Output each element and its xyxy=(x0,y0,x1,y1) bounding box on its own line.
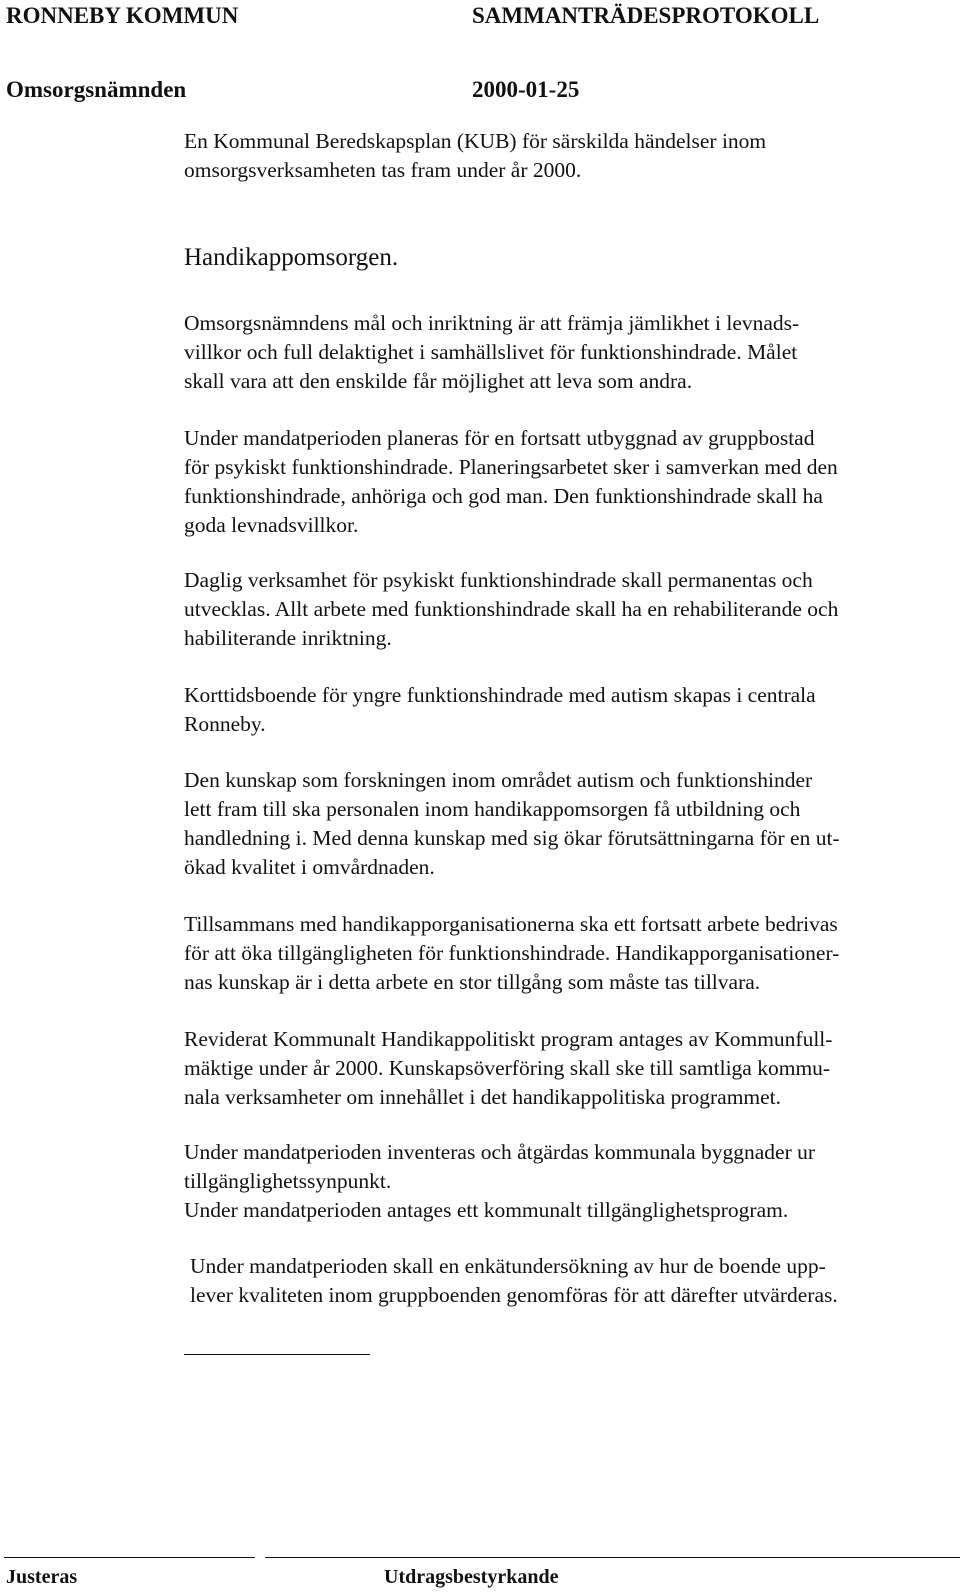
text-line: Reviderat Kommunalt Handikappolitiskt program antages av Kommunfull- xyxy=(184,1027,833,1051)
text-line: för att öka tillgängligheten för funktionshindrade. Handikapporganisationer- xyxy=(184,941,840,965)
text-line: habiliterande inriktning. xyxy=(184,626,392,650)
paragraph-program xyxy=(184,1025,832,1112)
text-line: Tillsammans med handikapporganisationerna ska ett fortsatt arbete bedrivas xyxy=(184,912,838,936)
municipality-name: RONNEBY KOMMUN xyxy=(6,3,239,28)
paragraph-goals xyxy=(184,309,799,396)
meeting-date: 2000-01-25 xyxy=(472,77,580,102)
text-line: nala verksamheter om innehållet i det handikappolitiska programmet. xyxy=(184,1085,782,1109)
text-line: Korttidsboende för yngre funktionshindrade med autism skapas i centrala xyxy=(184,683,816,707)
board-name: Omsorgsnämnden xyxy=(6,77,187,102)
section-heading: Handikappomsorgen. xyxy=(184,244,399,271)
text-line: lever kvaliteten inom gruppboenden genomföras för att därefter utvärderas. xyxy=(190,1283,838,1307)
paragraph-short-term-housing xyxy=(184,681,816,739)
text-line: tillgänglighetssynpunkt. xyxy=(184,1169,392,1193)
text-line: Den kunskap som forskningen inom området autism och funktionshinder xyxy=(184,768,813,792)
signature-line xyxy=(184,1354,370,1355)
text-line: Daglig verksamhet för psykiskt funktionshindrade skall permanentas och xyxy=(184,568,813,592)
footer-utdragsbestyrkande: Utdragsbestyrkande xyxy=(384,1566,559,1588)
text-line: Ronneby. xyxy=(184,712,266,736)
text-line: mäktige under år 2000. Kunskapsöverföring skall ske till samtliga kommu- xyxy=(184,1056,831,1080)
text-line: funktionshindrade, anhöriga och god man. Den funktionshindrade skall ha xyxy=(184,484,823,508)
document-type: SAMMANTRÄDESPROTOKOLL xyxy=(472,3,820,28)
text-line: villkor och full delaktighet i samhällslivet för funktionshindrade. Målet xyxy=(184,340,798,364)
text-line: En Kommunal Beredskapsplan (KUB) för särskilda händelser inom xyxy=(184,129,767,153)
text-line: utvecklas. Allt arbete med funktionshindrade skall ha en rehabiliterande och xyxy=(184,597,839,621)
paragraph-daily-activity xyxy=(184,566,838,653)
text-line: Under mandatperioden inventeras och åtgärdas kommunala byggnader ur xyxy=(184,1140,816,1164)
text-line: Under mandatperioden planeras för en fortsatt utbyggnad av gruppbostad xyxy=(184,426,815,450)
text-line: Under mandatperioden antages ett kommunalt tillgänglighetsprogram. xyxy=(184,1198,789,1222)
paragraph-accessibility xyxy=(184,1138,815,1225)
footer-rule-left xyxy=(4,1557,255,1558)
text-line: omsorgsverksamheten tas fram under år 2000. xyxy=(184,158,582,182)
paragraph-knowledge xyxy=(184,766,840,882)
paragraph-intro xyxy=(184,127,766,185)
paragraph-organisations xyxy=(184,910,839,997)
text-line: goda levnadsvillkor. xyxy=(184,513,359,537)
paragraph-group-housing xyxy=(184,424,838,540)
text-line: handledning i. Med denna kunskap med sig ökar förutsättningarna för en ut- xyxy=(184,826,840,850)
text-line: Omsorgsnämndens mål och inriktning är att främja jämlikhet i levnads- xyxy=(184,311,800,335)
text-line: nas kunskap är i detta arbete en stor tillgång som måste tas tillvara. xyxy=(184,970,761,994)
text-line: ökad kvalitet i omvårdnaden. xyxy=(184,855,435,879)
text-line: lett fram till ska personalen inom handikappomsorgen få utbildning och xyxy=(184,797,801,821)
text-line: skall vara att den enskilde får möjlighet att leva som andra. xyxy=(184,369,693,393)
text-line: Under mandatperioden skall en enkätundersökning av hur de boende upp- xyxy=(190,1254,826,1278)
footer-rule-right xyxy=(265,1557,960,1558)
text-line: för psykiskt funktionshindrade. Planeringsarbetet sker i samverkan med den xyxy=(184,455,838,479)
footer-justeras: Justeras xyxy=(6,1566,78,1588)
paragraph-survey xyxy=(190,1252,838,1310)
